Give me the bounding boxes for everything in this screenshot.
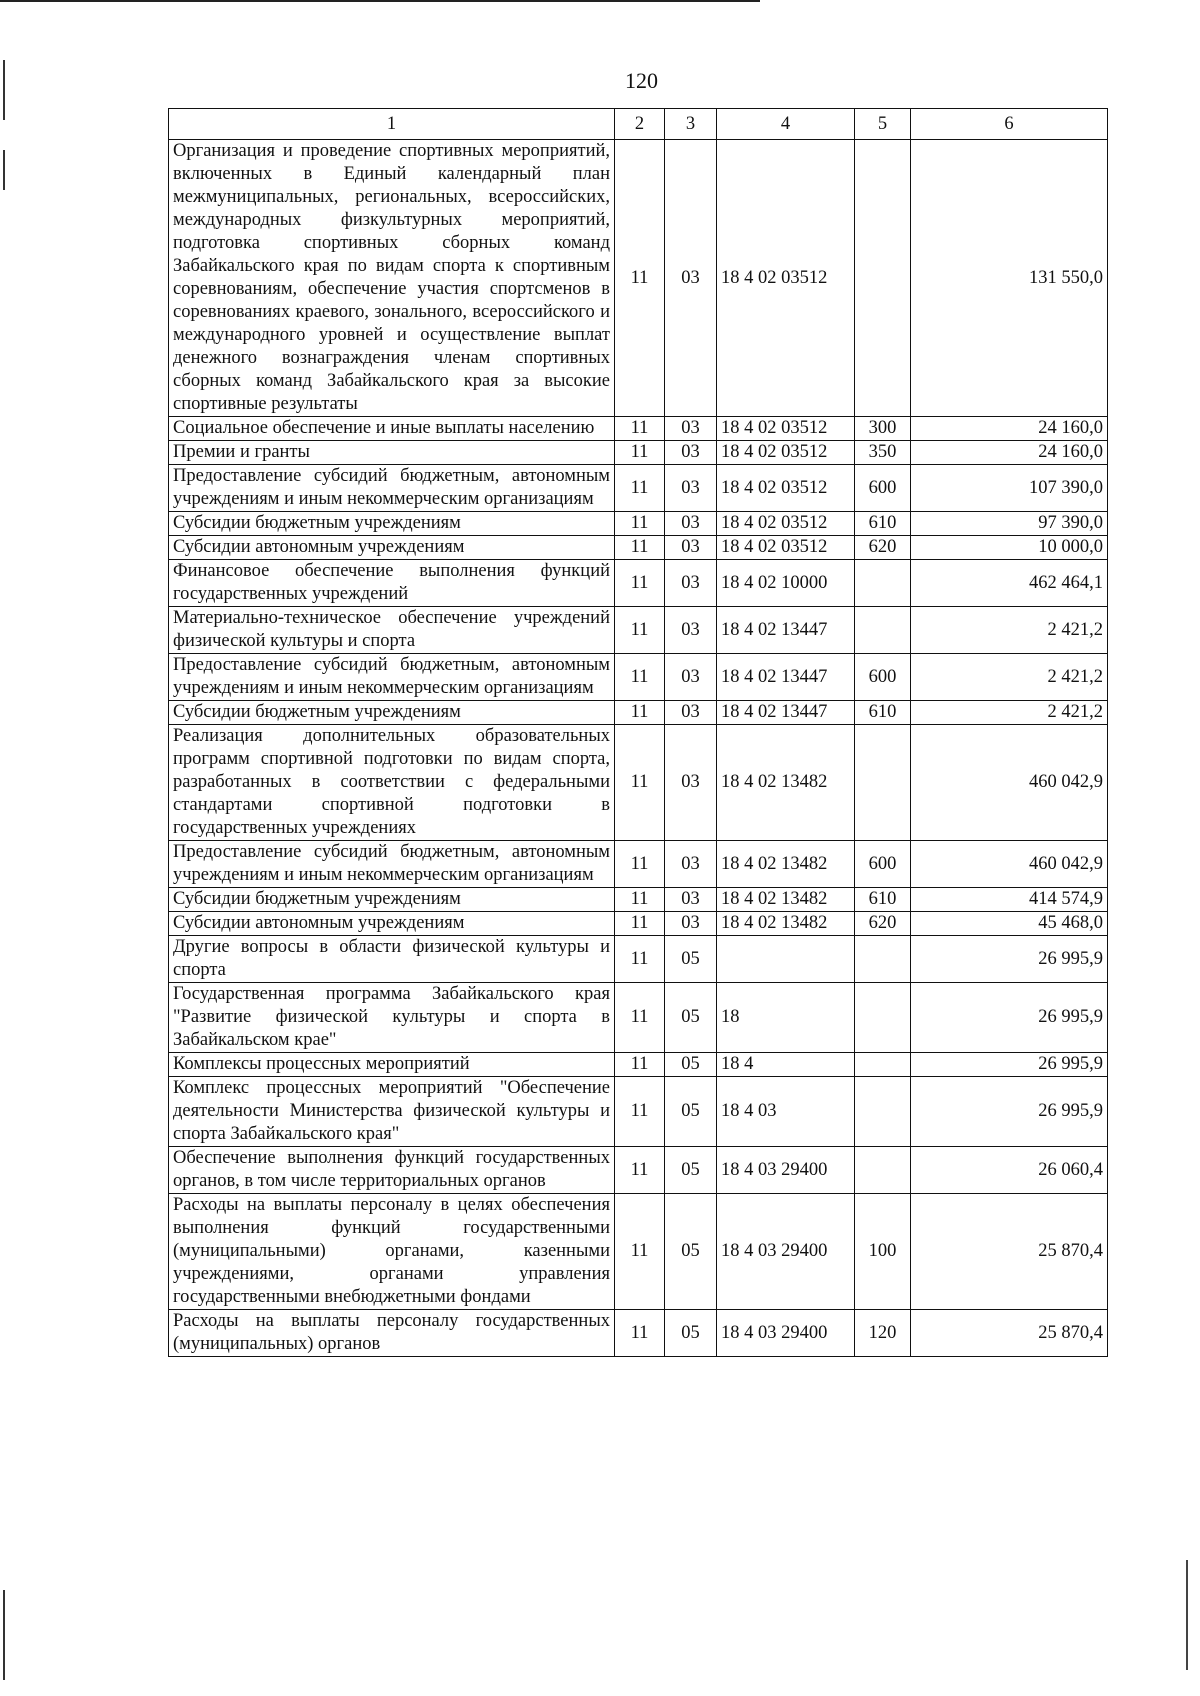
amount: 25 870,4: [911, 1194, 1108, 1310]
subsection-code: 03: [665, 560, 717, 607]
table-row: [169, 841, 1108, 888]
target-article-code: 18 4 03: [717, 1077, 855, 1147]
table-row: [169, 1147, 1108, 1194]
amount: 10 000,0: [911, 536, 1108, 560]
target-article-code: 18 4 02 13482: [717, 725, 855, 841]
table-row: [169, 1194, 1108, 1310]
subsection-code: 05: [665, 1077, 717, 1147]
item-name: Субсидии автономным учреждениям: [169, 536, 615, 560]
section-code: 11: [615, 441, 665, 465]
amount: 26 995,9: [911, 1053, 1108, 1077]
table-row: [169, 936, 1108, 983]
amount: 107 390,0: [911, 465, 1108, 512]
target-article-code: [717, 936, 855, 983]
section-code: 11: [615, 140, 665, 417]
table-row: [169, 417, 1108, 441]
target-article-code: 18 4 02 03512: [717, 465, 855, 512]
target-article-code: 18 4 02 13447: [717, 654, 855, 701]
target-article-code: 18 4 02 13482: [717, 841, 855, 888]
expense-type-code: 620: [855, 536, 911, 560]
expense-type-code: 600: [855, 841, 911, 888]
item-name: Финансовое обеспечение выполнения функций государственных учреждений: [169, 560, 615, 607]
target-article-code: 18 4: [717, 1053, 855, 1077]
section-code: 11: [615, 1194, 665, 1310]
item-name: Комплексы процессных мероприятий: [169, 1053, 615, 1077]
amount: 414 574,9: [911, 888, 1108, 912]
amount: 26 060,4: [911, 1147, 1108, 1194]
item-name: Социальное обеспечение и иные выплаты населению: [169, 417, 615, 441]
target-article-code: 18 4 02 13482: [717, 912, 855, 936]
subsection-code: 03: [665, 140, 717, 417]
item-name: Реализация дополнительных образовательных программ спортивной подготовки по видам спорта, разработанных в соответствии с федеральными стандартами спортивной подготовки в государственных учреждениях: [169, 725, 615, 841]
subsection-code: 03: [665, 465, 717, 512]
amount: 24 160,0: [911, 417, 1108, 441]
column-header: 4: [717, 109, 855, 140]
subsection-code: 05: [665, 983, 717, 1053]
item-name: Расходы на выплаты персоналу в целях обеспечения выполнения функций государственными (муниципальными) органами, казенными учреждениями, органами управления государственными внебюджетными фондами: [169, 1194, 615, 1310]
target-article-code: 18 4 03 29400: [717, 1147, 855, 1194]
table-row: [169, 701, 1108, 725]
expense-type-code: 620: [855, 912, 911, 936]
section-code: 11: [615, 1053, 665, 1077]
subsection-code: 03: [665, 417, 717, 441]
subsection-code: 05: [665, 1194, 717, 1310]
expense-type-code: 600: [855, 465, 911, 512]
target-article-code: 18 4 03 29400: [717, 1310, 855, 1357]
amount: 26 995,9: [911, 936, 1108, 983]
item-name: Субсидии бюджетным учреждениям: [169, 888, 615, 912]
section-code: 11: [615, 912, 665, 936]
subsection-code: 03: [665, 654, 717, 701]
expense-type-code: 300: [855, 417, 911, 441]
expense-type-code: [855, 725, 911, 841]
amount: 45 468,0: [911, 912, 1108, 936]
subsection-code: 03: [665, 441, 717, 465]
expense-type-code: 100: [855, 1194, 911, 1310]
subsection-code: 05: [665, 936, 717, 983]
section-code: 11: [615, 465, 665, 512]
target-article-code: 18 4 02 03512: [717, 417, 855, 441]
target-article-code: 18 4 02 13447: [717, 607, 855, 654]
item-name: Премии и гранты: [169, 441, 615, 465]
section-code: 11: [615, 512, 665, 536]
table-row: [169, 1310, 1108, 1357]
expense-type-code: 610: [855, 512, 911, 536]
section-code: 11: [615, 560, 665, 607]
section-code: 11: [615, 1147, 665, 1194]
table-row: [169, 512, 1108, 536]
subsection-code: 03: [665, 841, 717, 888]
item-name: Комплекс процессных мероприятий "Обеспечение деятельности Министерства физической культуры и спорта Забайкальского края": [169, 1077, 615, 1147]
amount: 462 464,1: [911, 560, 1108, 607]
amount: 25 870,4: [911, 1310, 1108, 1357]
item-name: Организация и проведение спортивных мероприятий, включенных в Единый календарный план межмуниципальных, региональных, всероссийских, международных физкультурных мероприятий, подготовка спортивных сборных команд Забайкальского края по видам спорта к спортивным соревнованиям, обеспечение участия спортсменов в соревнованиях краевого, зонального, всероссийского и международного уровней и осуществление выплат денежного вознаграждения членам спортивных сборных команд Забайкальского края за высокие спортивные результаты: [169, 140, 615, 417]
subsection-code: 05: [665, 1310, 717, 1357]
column-header: 5: [855, 109, 911, 140]
target-article-code: 18 4 02 10000: [717, 560, 855, 607]
table-row: [169, 441, 1108, 465]
target-article-code: 18: [717, 983, 855, 1053]
target-article-code: 18 4 02 03512: [717, 140, 855, 417]
section-code: 11: [615, 701, 665, 725]
section-code: 11: [615, 1310, 665, 1357]
expense-type-code: [855, 983, 911, 1053]
expense-type-code: [855, 1077, 911, 1147]
scan-edge-line: [0, 0, 760, 2]
amount: 26 995,9: [911, 983, 1108, 1053]
table-body: [169, 140, 1108, 1357]
amount: 460 042,9: [911, 725, 1108, 841]
section-code: 11: [615, 536, 665, 560]
table-row: [169, 536, 1108, 560]
item-name: Субсидии бюджетным учреждениям: [169, 512, 615, 536]
expense-type-code: [855, 936, 911, 983]
item-name: Государственная программа Забайкальского края "Развитие физической культуры и спорта в Забайкальском крае": [169, 983, 615, 1053]
table-row: [169, 654, 1108, 701]
section-code: 11: [615, 983, 665, 1053]
item-name: Субсидии автономным учреждениям: [169, 912, 615, 936]
table-header-row: [169, 109, 1108, 140]
target-article-code: 18 4 02 13447: [717, 701, 855, 725]
column-header: 2: [615, 109, 665, 140]
expense-type-code: 610: [855, 888, 911, 912]
target-article-code: 18 4 02 03512: [717, 441, 855, 465]
table-row: [169, 140, 1108, 417]
table-row: [169, 607, 1108, 654]
table-row: [169, 465, 1108, 512]
item-name: Субсидии бюджетным учреждениям: [169, 701, 615, 725]
item-name: Другие вопросы в области физической культуры и спорта: [169, 936, 615, 983]
target-article-code: 18 4 03 29400: [717, 1194, 855, 1310]
section-code: 11: [615, 417, 665, 441]
table-row: [169, 912, 1108, 936]
expense-type-code: [855, 1147, 911, 1194]
section-code: 11: [615, 607, 665, 654]
expense-type-code: [855, 607, 911, 654]
amount: 460 042,9: [911, 841, 1108, 888]
page-number: 120: [625, 68, 658, 93]
item-name: Расходы на выплаты персоналу государственных (муниципальных) органов: [169, 1310, 615, 1357]
item-name: Предоставление субсидий бюджетным, автономным учреждениям и иным некоммерческим организациям: [169, 841, 615, 888]
subsection-code: 05: [665, 1053, 717, 1077]
scan-margin-mark: [3, 150, 5, 190]
amount: 131 550,0: [911, 140, 1108, 417]
amount: 24 160,0: [911, 441, 1108, 465]
table-row: [169, 1053, 1108, 1077]
amount: 2 421,2: [911, 607, 1108, 654]
expense-type-code: [855, 1053, 911, 1077]
budget-table: [168, 108, 1108, 1357]
target-article-code: 18 4 02 13482: [717, 888, 855, 912]
scan-margin-mark: [3, 1590, 5, 1680]
target-article-code: 18 4 02 03512: [717, 536, 855, 560]
section-code: 11: [615, 725, 665, 841]
expense-type-code: [855, 140, 911, 417]
column-header: 6: [911, 109, 1108, 140]
subsection-code: 03: [665, 725, 717, 841]
section-code: 11: [615, 888, 665, 912]
table-row: [169, 888, 1108, 912]
amount: 26 995,9: [911, 1077, 1108, 1147]
section-code: 11: [615, 841, 665, 888]
table-row: [169, 560, 1108, 607]
subsection-code: 03: [665, 888, 717, 912]
amount: 2 421,2: [911, 701, 1108, 725]
expense-type-code: [855, 560, 911, 607]
expense-type-code: 600: [855, 654, 911, 701]
section-code: 11: [615, 654, 665, 701]
subsection-code: 05: [665, 1147, 717, 1194]
table-row: [169, 725, 1108, 841]
subsection-code: 03: [665, 607, 717, 654]
column-header: 3: [665, 109, 717, 140]
item-name: Обеспечение выполнения функций государственных органов, в том числе территориальных органов: [169, 1147, 615, 1194]
subsection-code: 03: [665, 536, 717, 560]
subsection-code: 03: [665, 512, 717, 536]
expense-type-code: 120: [855, 1310, 911, 1357]
subsection-code: 03: [665, 912, 717, 936]
column-header: 1: [169, 109, 615, 140]
section-code: 11: [615, 1077, 665, 1147]
item-name: Предоставление субсидий бюджетным, автономным учреждениям и иным некоммерческим организациям: [169, 465, 615, 512]
amount: 97 390,0: [911, 512, 1108, 536]
section-code: 11: [615, 936, 665, 983]
expense-type-code: 350: [855, 441, 911, 465]
amount: 2 421,2: [911, 654, 1108, 701]
subsection-code: 03: [665, 701, 717, 725]
item-name: Материально-техническое обеспечение учреждений физической культуры и спорта: [169, 607, 615, 654]
table-row: [169, 1077, 1108, 1147]
item-name: Предоставление субсидий бюджетным, автономным учреждениям и иным некоммерческим организациям: [169, 654, 615, 701]
target-article-code: 18 4 02 03512: [717, 512, 855, 536]
table-row: [169, 983, 1108, 1053]
expense-type-code: 610: [855, 701, 911, 725]
scan-margin-mark: [1186, 1560, 1188, 1670]
